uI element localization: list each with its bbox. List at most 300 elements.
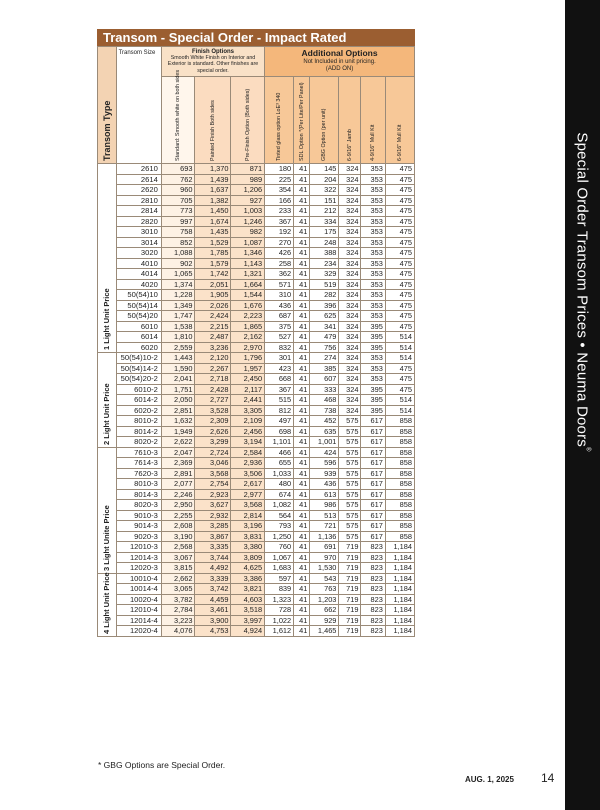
price-cell: 1,676 (231, 300, 265, 311)
price-cell: 3,997 (231, 615, 265, 626)
price-cell: 617 (361, 479, 385, 490)
size-cell: 12010-3 (116, 542, 161, 553)
price-cell: 613 (310, 489, 339, 500)
price-cell: 395 (361, 321, 385, 332)
size-cell: 8010-3 (116, 479, 161, 490)
price-cell: 41 (294, 584, 310, 595)
price-cell: 2,617 (231, 479, 265, 490)
price-cell: 41 (294, 216, 310, 227)
price-cell: 41 (294, 279, 310, 290)
price-cell: 41 (294, 363, 310, 374)
price-cell: 823 (361, 594, 385, 605)
price-cell: 1,751 (161, 384, 195, 395)
size-cell: 4014 (116, 269, 161, 280)
size-cell: 50(54)10-2 (116, 353, 161, 364)
price-cell: 2,162 (231, 332, 265, 343)
price-cell: 858 (385, 500, 414, 511)
table-row (98, 279, 415, 290)
price-cell: 760 (265, 542, 294, 553)
price-cell: 721 (310, 521, 339, 532)
price-cell: 175 (310, 227, 339, 238)
price-cell: 705 (161, 195, 195, 206)
size-cell: 6010-2 (116, 384, 161, 395)
size-cell: 6020-2 (116, 405, 161, 416)
price-cell: 301 (265, 353, 294, 364)
price-cell: 468 (310, 395, 339, 406)
size-cell: 8020-3 (116, 500, 161, 511)
price-cell: 1,747 (161, 311, 195, 322)
price-cell: 233 (265, 206, 294, 217)
price-cell: 3,067 (161, 552, 195, 563)
price-rows (98, 164, 415, 637)
price-cell: 2,424 (195, 311, 231, 322)
table-row (98, 573, 415, 584)
price-cell: 2,977 (231, 489, 265, 500)
price-cell: 324 (339, 258, 361, 269)
price-cell: 1,184 (385, 573, 414, 584)
price-cell: 939 (310, 468, 339, 479)
price-cell: 2,109 (231, 416, 265, 427)
price-cell: 858 (385, 458, 414, 469)
price-cell: 668 (265, 374, 294, 385)
tinted-header: Tinted glass option LoE³ 340 (265, 77, 294, 164)
price-cell: 41 (294, 174, 310, 185)
price-cell: 3,339 (195, 573, 231, 584)
table-row (98, 237, 415, 248)
price-cell: 3,461 (195, 605, 231, 616)
price-cell: 475 (385, 300, 414, 311)
price-cell: 514 (385, 395, 414, 406)
price-cell: 719 (339, 594, 361, 605)
size-cell: 12014-3 (116, 552, 161, 563)
size-cell: 6010 (116, 321, 161, 332)
price-cell: 324 (339, 332, 361, 343)
price-cell: 475 (385, 269, 414, 280)
price-cell: 2,970 (231, 342, 265, 353)
price-cell: 4,603 (231, 594, 265, 605)
price-table (97, 46, 415, 637)
price-cell: 617 (361, 531, 385, 542)
price-cell: 1,957 (231, 363, 265, 374)
size-cell: 10010-4 (116, 573, 161, 584)
price-cell: 324 (339, 227, 361, 238)
price-cell: 1,022 (265, 615, 294, 626)
finish-options-header: Finish Options Smooth White Finish on Interior and Exterior is standard. Other finishes are special order. (161, 47, 264, 77)
price-cell: 180 (265, 164, 294, 175)
table-row (98, 311, 415, 322)
table-row (98, 405, 415, 416)
price-cell: 2,932 (195, 510, 231, 521)
price-cell: 41 (294, 300, 310, 311)
price-cell: 324 (339, 269, 361, 280)
prefinish-header: Pre-Finish Option (Both sides) (231, 77, 265, 164)
price-cell: 997 (161, 216, 195, 227)
price-cell: 852 (161, 237, 195, 248)
price-cell: 617 (361, 510, 385, 521)
price-cell: 475 (385, 216, 414, 227)
price-cell: 341 (310, 321, 339, 332)
price-cell: 1,184 (385, 626, 414, 637)
price-cell: 1,949 (161, 426, 195, 437)
price-cell: 2,117 (231, 384, 265, 395)
price-cell: 812 (265, 405, 294, 416)
price-cell: 2,754 (195, 479, 231, 490)
price-cell: 596 (310, 458, 339, 469)
price-cell: 353 (361, 279, 385, 290)
price-cell: 571 (265, 279, 294, 290)
price-cell: 475 (385, 174, 414, 185)
price-cell: 513 (310, 510, 339, 521)
table-row (98, 332, 415, 343)
price-cell: 2,891 (161, 468, 195, 479)
price-cell: 823 (361, 605, 385, 616)
price-cell: 514 (385, 342, 414, 353)
price-cell: 353 (361, 206, 385, 217)
price-cell: 2,255 (161, 510, 195, 521)
price-cell: 41 (294, 395, 310, 406)
price-cell: 324 (339, 216, 361, 227)
table-row (98, 227, 415, 238)
price-cell: 3,299 (195, 437, 231, 448)
price-cell: 773 (161, 206, 195, 217)
price-cell: 1,590 (161, 363, 195, 374)
price-cell: 756 (310, 342, 339, 353)
price-cell: 3,518 (231, 605, 265, 616)
price-cell: 514 (385, 353, 414, 364)
price-cell: 362 (265, 269, 294, 280)
price-cell: 41 (294, 521, 310, 532)
price-cell: 858 (385, 426, 414, 437)
price-cell: 839 (265, 584, 294, 595)
table-row (98, 363, 415, 374)
price-cell: 763 (310, 584, 339, 595)
price-cell: 270 (265, 237, 294, 248)
table-row (98, 563, 415, 574)
size-cell: 50(54)10 (116, 290, 161, 301)
price-cell: 989 (231, 174, 265, 185)
price-cell: 1,742 (195, 269, 231, 280)
price-cell: 543 (310, 573, 339, 584)
price-cell: 1,538 (161, 321, 195, 332)
price-cell: 41 (294, 447, 310, 458)
price-cell: 475 (385, 279, 414, 290)
price-cell: 1,184 (385, 552, 414, 563)
price-cell: 674 (265, 489, 294, 500)
price-cell: 719 (339, 626, 361, 637)
price-cell: 41 (294, 311, 310, 322)
price-cell: 2,369 (161, 458, 195, 469)
sidebar-title: Special Order Transom Prices • Neuma Doors® (573, 132, 591, 452)
size-cell: 3010 (116, 227, 161, 238)
price-cell: 3,742 (195, 584, 231, 595)
price-cell: 719 (339, 605, 361, 616)
price-cell: 719 (339, 584, 361, 595)
price-cell: 353 (361, 164, 385, 175)
price-cell: 41 (294, 342, 310, 353)
price-cell: 475 (385, 374, 414, 385)
price-cell: 353 (361, 311, 385, 322)
price-cell: 1,612 (265, 626, 294, 637)
price-cell: 2,215 (195, 321, 231, 332)
table-row (98, 447, 415, 458)
price-cell: 858 (385, 489, 414, 500)
price-cell: 41 (294, 248, 310, 259)
price-cell: 2,727 (195, 395, 231, 406)
table-row (98, 479, 415, 490)
table-row (98, 458, 415, 469)
table-row (98, 290, 415, 301)
price-cell: 3,236 (195, 342, 231, 353)
size-cell: 3014 (116, 237, 161, 248)
price-cell: 1,382 (195, 195, 231, 206)
price-cell: 353 (361, 353, 385, 364)
price-cell: 1,088 (161, 248, 195, 259)
price-cell: 41 (294, 615, 310, 626)
price-cell: 480 (265, 479, 294, 490)
price-cell: 1,228 (161, 290, 195, 301)
price-cell: 3,190 (161, 531, 195, 542)
price-cell: 3,194 (231, 437, 265, 448)
price-cell: 719 (339, 552, 361, 563)
price-cell: 3,046 (195, 458, 231, 469)
price-cell: 282 (310, 290, 339, 301)
price-cell: 1,321 (231, 269, 265, 280)
painted-header: Painted Finish Both sides (195, 77, 231, 164)
price-cell: 466 (265, 447, 294, 458)
price-cell: 395 (361, 342, 385, 353)
price-cell: 625 (310, 311, 339, 322)
price-cell: 41 (294, 269, 310, 280)
price-cell: 1,323 (265, 594, 294, 605)
price-cell: 475 (385, 195, 414, 206)
size-cell: 50(54)20 (116, 311, 161, 322)
size-cell: 10014-4 (116, 584, 161, 595)
price-cell: 1,529 (195, 237, 231, 248)
price-cell: 324 (339, 237, 361, 248)
size-cell: 2820 (116, 216, 161, 227)
group-label: 1 Light Unit Price (98, 164, 117, 353)
price-cell: 1,664 (231, 279, 265, 290)
price-cell: 41 (294, 258, 310, 269)
price-cell: 2,724 (195, 447, 231, 458)
table-row (98, 248, 415, 259)
price-cell: 719 (339, 615, 361, 626)
price-cell: 2,936 (231, 458, 265, 469)
price-cell: 1,250 (265, 531, 294, 542)
table-row (98, 594, 415, 605)
price-cell: 1,544 (231, 290, 265, 301)
price-cell: 258 (265, 258, 294, 269)
group-label: 3 Light Unite Price (98, 447, 117, 573)
mull6-header: 6-9/16" Mull Kit (385, 77, 414, 164)
price-cell: 3,867 (195, 531, 231, 542)
price-cell: 367 (265, 384, 294, 395)
size-cell: 50(54)14 (116, 300, 161, 311)
price-cell: 1,184 (385, 605, 414, 616)
price-cell: 324 (339, 174, 361, 185)
table-row (98, 615, 415, 626)
price-cell: 41 (294, 458, 310, 469)
price-cell: 4,492 (195, 563, 231, 574)
price-cell: 3,196 (231, 521, 265, 532)
price-cell: 395 (361, 405, 385, 416)
price-cell: 1,203 (310, 594, 339, 605)
price-cell: 436 (265, 300, 294, 311)
price-cell: 475 (385, 311, 414, 322)
price-cell: 2,622 (161, 437, 195, 448)
price-cell: 575 (339, 416, 361, 427)
price-cell: 575 (339, 468, 361, 479)
price-cell: 1,370 (195, 164, 231, 175)
price-cell: 1,465 (310, 626, 339, 637)
price-cell: 1,435 (195, 227, 231, 238)
price-cell: 575 (339, 437, 361, 448)
price-cell: 858 (385, 510, 414, 521)
price-cell: 2,246 (161, 489, 195, 500)
price-cell: 960 (161, 185, 195, 196)
price-cell: 2,923 (195, 489, 231, 500)
price-cell: 2,662 (161, 573, 195, 584)
price-cell: 3,380 (231, 542, 265, 553)
price-cell: 324 (339, 321, 361, 332)
transom-type-header: Transom Type (98, 47, 117, 164)
size-cell: 4010 (116, 258, 161, 269)
price-cell: 353 (361, 174, 385, 185)
table-row (98, 395, 415, 406)
price-cell: 353 (361, 363, 385, 374)
price-cell: 575 (339, 479, 361, 490)
price-cell: 353 (361, 227, 385, 238)
price-cell: 1,450 (195, 206, 231, 217)
price-cell: 3,782 (161, 594, 195, 605)
size-cell: 7614-3 (116, 458, 161, 469)
price-cell: 3,831 (231, 531, 265, 542)
price-cell: 388 (310, 248, 339, 259)
jamb-header: 6-9/16" Jamb (339, 77, 361, 164)
price-cell: 1,443 (161, 353, 195, 364)
price-cell: 41 (294, 437, 310, 448)
price-cell: 1,033 (265, 468, 294, 479)
date: AUG. 1, 2025 (465, 775, 514, 784)
price-cell: 310 (265, 290, 294, 301)
price-cell: 1,530 (310, 563, 339, 574)
price-cell: 617 (361, 437, 385, 448)
size-cell: 4020 (116, 279, 161, 290)
price-cell: 475 (385, 164, 414, 175)
price-cell: 354 (265, 185, 294, 196)
price-cell: 41 (294, 626, 310, 637)
table-row (98, 510, 415, 521)
price-cell: 353 (361, 185, 385, 196)
price-cell: 2,487 (195, 332, 231, 343)
price-cell: 41 (294, 563, 310, 574)
price-cell: 353 (361, 269, 385, 280)
price-cell: 353 (361, 258, 385, 269)
price-cell: 3,809 (231, 552, 265, 563)
price-cell: 452 (310, 416, 339, 427)
size-cell: 6020 (116, 342, 161, 353)
price-cell: 1,637 (195, 185, 231, 196)
price-cell: 823 (361, 542, 385, 553)
price-cell: 353 (361, 237, 385, 248)
price-cell: 3,065 (161, 584, 195, 595)
price-cell: 662 (310, 605, 339, 616)
price-cell: 395 (361, 332, 385, 343)
price-cell: 324 (339, 353, 361, 364)
price-cell: 1,674 (195, 216, 231, 227)
price-cell: 324 (339, 405, 361, 416)
size-cell: 6014 (116, 332, 161, 343)
table-row (98, 489, 415, 500)
price-cell: 3,223 (161, 615, 195, 626)
price-cell: 1,785 (195, 248, 231, 259)
size-cell: 12010-4 (116, 605, 161, 616)
price-cell: 823 (361, 573, 385, 584)
price-cell: 2,568 (161, 542, 195, 553)
price-cell: 3,900 (195, 615, 231, 626)
price-cell: 1,632 (161, 416, 195, 427)
price-cell: 902 (161, 258, 195, 269)
sdl-header: SDL Option *(Per Lite/Per Panel) (294, 77, 310, 164)
price-cell: 353 (361, 248, 385, 259)
price-cell: 2,784 (161, 605, 195, 616)
price-cell: 728 (265, 605, 294, 616)
price-cell: 575 (339, 426, 361, 437)
price-cell: 2,456 (231, 426, 265, 437)
price-cell: 204 (310, 174, 339, 185)
size-cell: 2810 (116, 195, 161, 206)
price-cell: 832 (265, 342, 294, 353)
price-cell: 423 (265, 363, 294, 374)
size-cell: 12020-4 (116, 626, 161, 637)
price-cell: 1,206 (231, 185, 265, 196)
table-row (98, 300, 415, 311)
price-cell: 617 (361, 426, 385, 437)
price-cell: 858 (385, 468, 414, 479)
price-cell: 597 (265, 573, 294, 584)
page-number: 14 (541, 771, 555, 785)
table-row (98, 384, 415, 395)
table-row (98, 353, 415, 364)
price-cell: 2,077 (161, 479, 195, 490)
size-cell: 50(54)20-2 (116, 374, 161, 385)
price-cell: 334 (310, 216, 339, 227)
price-cell: 324 (339, 248, 361, 259)
footnote: * GBG Options are Special Order. (98, 760, 226, 770)
price-cell: 635 (310, 426, 339, 437)
price-cell: 617 (361, 489, 385, 500)
price-cell: 1,184 (385, 542, 414, 553)
price-cell: 41 (294, 416, 310, 427)
price-cell: 396 (310, 300, 339, 311)
table-row (98, 437, 415, 448)
price-cell: 1,136 (310, 531, 339, 542)
price-cell: 41 (294, 573, 310, 584)
price-cell: 2,950 (161, 500, 195, 511)
price-cell: 475 (385, 290, 414, 301)
price-cell: 475 (385, 185, 414, 196)
table-row (98, 500, 415, 511)
price-cell: 617 (361, 458, 385, 469)
size-cell: 7620-3 (116, 468, 161, 479)
price-cell: 212 (310, 206, 339, 217)
price-cell: 698 (265, 426, 294, 437)
group-label: 4 Light Unit Price (98, 573, 117, 636)
table-row (98, 269, 415, 280)
price-cell: 929 (310, 615, 339, 626)
price-cell: 41 (294, 405, 310, 416)
price-cell: 324 (339, 290, 361, 301)
